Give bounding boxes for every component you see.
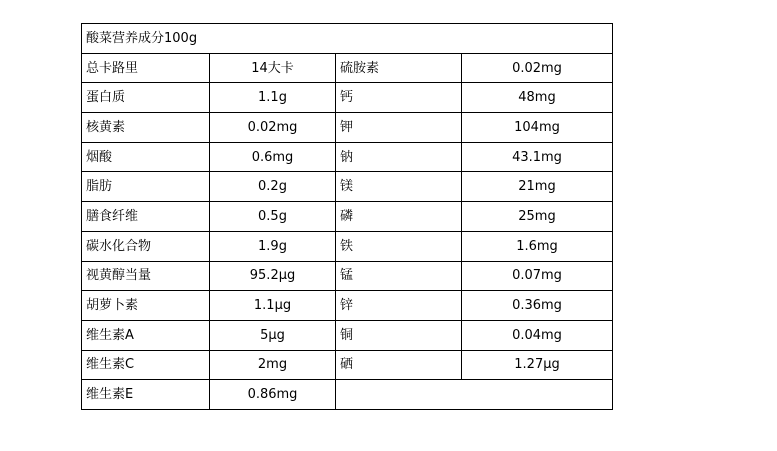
nutrient-value: 21mg xyxy=(462,172,613,202)
nutrient-value: 43.1mg xyxy=(462,142,613,172)
table-row xyxy=(82,113,613,143)
nutrient-value: 14大卡 xyxy=(210,53,336,83)
nutrient-name: 蛋白质 xyxy=(82,83,210,113)
table-row xyxy=(82,83,613,113)
nutrient-value: 25mg xyxy=(462,202,613,232)
nutrient-value: 95.2μg xyxy=(210,261,336,291)
nutrient-name: 维生素E xyxy=(82,380,210,410)
nutrient-name: 脂肪 xyxy=(82,172,210,202)
nutrient-value: 1.27μg xyxy=(462,350,613,380)
nutrient-name: 锰 xyxy=(336,261,462,291)
table-row xyxy=(82,350,613,380)
nutrient-value: 1.1g xyxy=(210,83,336,113)
nutrient-name: 铜 xyxy=(336,320,462,350)
nutrient-name: 总卡路里 xyxy=(82,53,210,83)
nutrition-table xyxy=(81,23,613,410)
table-title: 酸菜营养成分100g xyxy=(82,24,613,54)
nutrient-name: 铁 xyxy=(336,231,462,261)
nutrition-table-body xyxy=(82,24,613,410)
nutrient-value: 0.02mg xyxy=(210,113,336,143)
nutrient-value: 0.6mg xyxy=(210,142,336,172)
table-row xyxy=(82,261,613,291)
nutrient-value: 1.6mg xyxy=(462,231,613,261)
table-row xyxy=(82,202,613,232)
nutrient-value: 1.1μg xyxy=(210,291,336,321)
nutrient-value: 0.07mg xyxy=(462,261,613,291)
nutrient-name: 钾 xyxy=(336,113,462,143)
nutrient-name: 镁 xyxy=(336,172,462,202)
nutrient-name: 硫胺素 xyxy=(336,53,462,83)
nutrient-value: 0.5g xyxy=(210,202,336,232)
nutrient-name: 硒 xyxy=(336,350,462,380)
nutrient-name: 胡萝卜素 xyxy=(82,291,210,321)
nutrient-name: 磷 xyxy=(336,202,462,232)
nutrient-value: 0.04mg xyxy=(462,320,613,350)
nutrient-value: 5μg xyxy=(210,320,336,350)
nutrient-value: 0.86mg xyxy=(210,380,336,410)
nutrient-name: 维生素A xyxy=(82,320,210,350)
nutrient-name: 维生素C xyxy=(82,350,210,380)
table-row xyxy=(82,380,613,410)
nutrient-name: 钙 xyxy=(336,83,462,113)
nutrient-name: 视黄醇当量 xyxy=(82,261,210,291)
nutrient-value: 0.2g xyxy=(210,172,336,202)
table-title-row xyxy=(82,24,613,54)
nutrient-value: 48mg xyxy=(462,83,613,113)
table-row xyxy=(82,53,613,83)
nutrient-value: 104mg xyxy=(462,113,613,143)
nutrient-value: 0.36mg xyxy=(462,291,613,321)
nutrient-name: 核黄素 xyxy=(82,113,210,143)
table-row xyxy=(82,172,613,202)
nutrient-value: 0.02mg xyxy=(462,53,613,83)
table-row xyxy=(82,142,613,172)
nutrient-value: 1.9g xyxy=(210,231,336,261)
table-row xyxy=(82,291,613,321)
empty-cell xyxy=(336,380,613,410)
nutrient-name: 锌 xyxy=(336,291,462,321)
nutrient-name: 碳水化合物 xyxy=(82,231,210,261)
nutrient-name: 钠 xyxy=(336,142,462,172)
nutrient-value: 2mg xyxy=(210,350,336,380)
nutrient-name: 膳食纤维 xyxy=(82,202,210,232)
nutrient-name: 烟酸 xyxy=(82,142,210,172)
table-row xyxy=(82,231,613,261)
table-row xyxy=(82,320,613,350)
